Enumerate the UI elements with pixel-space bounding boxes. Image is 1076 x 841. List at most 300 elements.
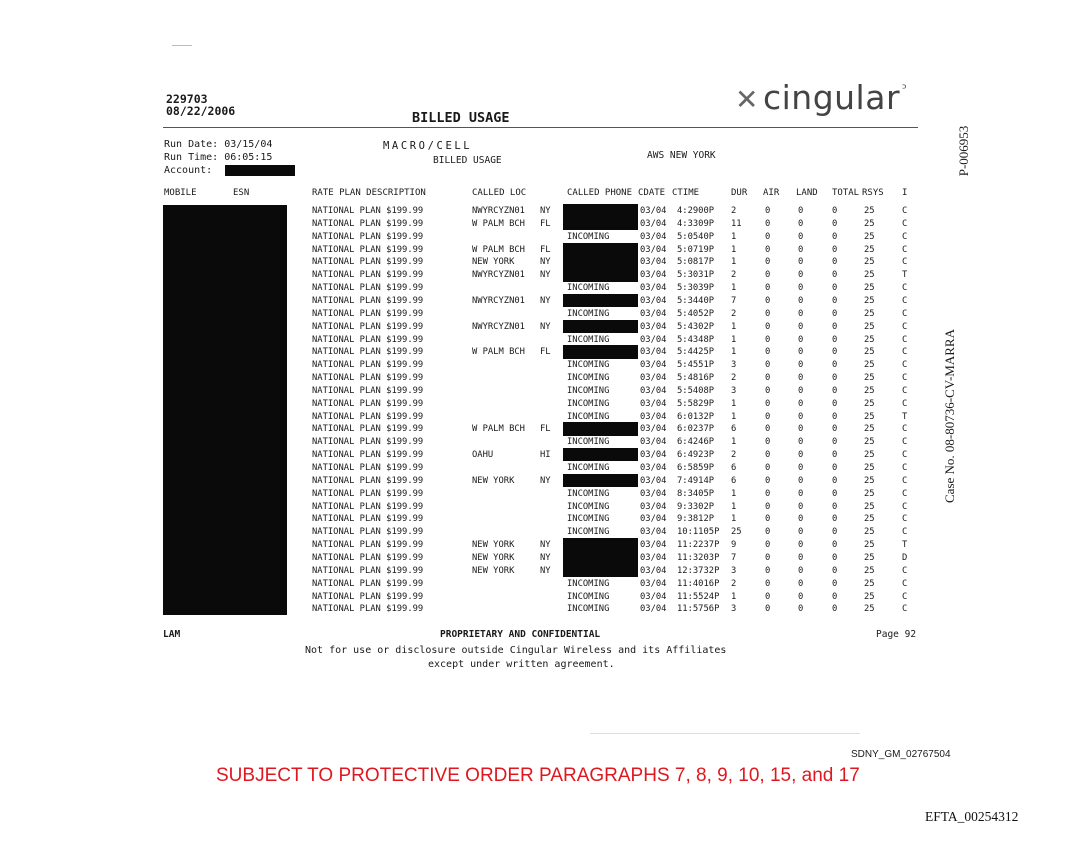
cell-ctime: 5:5829P <box>677 398 715 409</box>
cell-rsys: 25 <box>864 360 875 371</box>
cell-called-phone: INCOMING <box>567 308 610 319</box>
doc-date: 08/22/2006 <box>166 104 236 118</box>
cell-ctime: 5:4816P <box>677 373 715 384</box>
cell-cdate: 03/04 <box>640 295 667 306</box>
cell-ctime: 6:4923P <box>677 450 715 461</box>
called-phone-redaction <box>563 345 638 358</box>
cell-called-phone: INCOMING <box>567 398 610 409</box>
cell-cdate: 03/04 <box>640 514 667 525</box>
cell-indicator: C <box>902 450 908 461</box>
cell-indicator: C <box>902 218 908 229</box>
cell-total: 0 <box>832 463 838 473</box>
cell-ctime: 8:3405P <box>677 488 715 499</box>
cingular-x-icon: ✕ <box>735 83 759 116</box>
cell-rsys: 25 <box>864 424 875 435</box>
proprietary-notice: PROPRIETARY AND CONFIDENTIAL <box>440 629 601 640</box>
called-phone-redaction <box>563 564 638 577</box>
cell-air: 0 <box>765 437 771 448</box>
cell-rsys: 25 <box>864 218 875 229</box>
cell-cdate: 03/04 <box>640 463 667 473</box>
cell-cdate: 03/04 <box>640 591 667 602</box>
called-phone-redaction <box>563 255 638 268</box>
table-row <box>0 269 1076 281</box>
cell-land: 0 <box>798 501 804 512</box>
col-mobile: MOBILE <box>164 188 197 198</box>
cell-cdate: 03/04 <box>640 308 667 319</box>
cell-rate-plan: NATIONAL PLAN $199.99 <box>312 475 424 486</box>
cell-indicator: C <box>902 527 908 538</box>
cell-rsys: 25 <box>864 347 875 358</box>
cell-cdate: 03/04 <box>640 398 667 409</box>
cell-rsys: 25 <box>864 578 875 589</box>
cell-called-loc: NEW YORK <box>472 257 515 268</box>
cell-cdate: 03/04 <box>640 244 667 255</box>
footer-code: LAM <box>163 629 181 640</box>
cell-land: 0 <box>798 424 804 435</box>
cell-total: 0 <box>832 450 838 461</box>
cell-air: 0 <box>765 591 771 602</box>
cell-called-loc: NEW YORK <box>472 552 515 563</box>
bates-number: SDNY_GM_02767504 <box>851 749 951 760</box>
cell-called-phone: INCOMING <box>567 360 610 371</box>
cell-called-loc: NWYRCYZN01 <box>472 206 525 216</box>
cell-ctime: 12:3732P <box>677 565 720 576</box>
cell-indicator: C <box>902 514 908 525</box>
cell-total: 0 <box>832 270 838 281</box>
cell-indicator: C <box>902 463 908 473</box>
cell-rsys: 25 <box>864 552 875 563</box>
cell-air: 0 <box>765 283 771 294</box>
cell-rsys: 25 <box>864 257 875 268</box>
exhibit-stamp: P-006953 <box>956 125 971 177</box>
cell-land: 0 <box>798 334 804 345</box>
run-date: Run Date: 03/15/04 <box>164 139 273 150</box>
cell-indicator: C <box>902 398 908 409</box>
cell-total: 0 <box>832 385 838 396</box>
cell-land: 0 <box>798 218 804 229</box>
cell-state: FL <box>540 244 551 255</box>
table-row <box>0 591 1076 603</box>
table-row <box>0 526 1076 538</box>
table-row <box>0 552 1076 564</box>
cell-rate-plan: NATIONAL PLAN $199.99 <box>312 373 424 384</box>
cell-dur: 1 <box>731 283 737 294</box>
cell-rsys: 25 <box>864 475 875 486</box>
cell-air: 0 <box>765 552 771 563</box>
cell-air: 0 <box>765 347 771 358</box>
page-title: BILLED USAGE <box>412 110 510 126</box>
cell-state: FL <box>540 347 551 358</box>
cell-rate-plan: NATIONAL PLAN $199.99 <box>312 552 424 563</box>
cell-state: FL <box>540 424 551 435</box>
called-phone-redaction <box>563 320 638 333</box>
cell-rsys: 25 <box>864 334 875 345</box>
cell-air: 0 <box>765 604 771 615</box>
cell-land: 0 <box>798 488 804 499</box>
col-air: AIR <box>763 188 780 198</box>
cell-dur: 2 <box>731 373 737 384</box>
cell-rate-plan: NATIONAL PLAN $199.99 <box>312 591 424 602</box>
cell-cdate: 03/04 <box>640 578 667 589</box>
cell-air: 0 <box>765 308 771 319</box>
cell-indicator: C <box>902 424 908 435</box>
cell-rate-plan: NATIONAL PLAN $199.99 <box>312 385 424 396</box>
cell-dur: 3 <box>731 604 737 615</box>
cell-land: 0 <box>798 450 804 461</box>
table-row <box>0 205 1076 217</box>
table-row <box>0 359 1076 371</box>
col-i: I <box>902 188 908 198</box>
cell-rsys: 25 <box>864 206 875 216</box>
cell-state: HI <box>540 450 551 461</box>
cell-ctime: 10:1105P <box>677 527 720 538</box>
cell-total: 0 <box>832 308 838 319</box>
cell-rate-plan: NATIONAL PLAN $199.99 <box>312 527 424 538</box>
cell-cdate: 03/04 <box>640 450 667 461</box>
cell-air: 0 <box>765 270 771 281</box>
cell-cdate: 03/04 <box>640 604 667 615</box>
cell-cdate: 03/04 <box>640 218 667 229</box>
cell-called-loc: W PALM BCH <box>472 244 525 255</box>
cell-rsys: 25 <box>864 437 875 448</box>
cell-cdate: 03/04 <box>640 565 667 576</box>
called-phone-redaction <box>563 204 638 217</box>
page-number: Page 92 <box>876 629 917 640</box>
cell-indicator: C <box>902 360 908 371</box>
cell-called-phone: INCOMING <box>567 578 610 589</box>
cell-rate-plan: NATIONAL PLAN $199.99 <box>312 206 424 216</box>
table-row <box>0 462 1076 474</box>
cell-land: 0 <box>798 308 804 319</box>
cell-dur: 2 <box>731 308 737 319</box>
cell-indicator: C <box>902 565 908 576</box>
cell-rsys: 25 <box>864 565 875 576</box>
cell-total: 0 <box>832 244 838 255</box>
cell-cdate: 03/04 <box>640 270 667 281</box>
protective-order-notice: SUBJECT TO PROTECTIVE ORDER PARAGRAPHS 7, 8, 9, 10, 15, and 17 <box>216 765 860 786</box>
table-row <box>0 565 1076 577</box>
cell-ctime: 11:5524P <box>677 591 720 602</box>
cell-indicator: C <box>902 283 908 294</box>
cell-indicator: T <box>902 411 908 422</box>
cell-called-phone: INCOMING <box>567 283 610 294</box>
cell-air: 0 <box>765 295 771 306</box>
cell-rsys: 25 <box>864 540 875 551</box>
cell-rsys: 25 <box>864 604 875 615</box>
cell-air: 0 <box>765 463 771 473</box>
cell-land: 0 <box>798 206 804 216</box>
cell-dur: 1 <box>731 437 737 448</box>
cell-dur: 7 <box>731 552 737 563</box>
scan-mark <box>590 733 860 734</box>
cell-called-phone: INCOMING <box>567 514 610 525</box>
table-row <box>0 385 1076 397</box>
cell-dur: 1 <box>731 334 737 345</box>
cell-air: 0 <box>765 244 771 255</box>
cell-dur: 11 <box>731 218 742 229</box>
table-row <box>0 398 1076 410</box>
cell-air: 0 <box>765 565 771 576</box>
cell-ctime: 6:4246P <box>677 437 715 448</box>
cell-dur: 25 <box>731 527 742 538</box>
cell-rsys: 25 <box>864 591 875 602</box>
cell-rate-plan: NATIONAL PLAN $199.99 <box>312 308 424 319</box>
cell-rsys: 25 <box>864 527 875 538</box>
called-phone-redaction <box>563 268 638 281</box>
cingular-logo <box>735 78 907 117</box>
cell-called-loc: NWYRCYZN01 <box>472 270 525 281</box>
cell-air: 0 <box>765 424 771 435</box>
cell-land: 0 <box>798 475 804 486</box>
cell-indicator: C <box>902 578 908 589</box>
cell-total: 0 <box>832 257 838 268</box>
cell-dur: 2 <box>731 578 737 589</box>
cell-state: NY <box>540 552 551 563</box>
cell-called-loc: W PALM BCH <box>472 347 525 358</box>
cell-air: 0 <box>765 450 771 461</box>
cell-rate-plan: NATIONAL PLAN $199.99 <box>312 283 424 294</box>
cell-cdate: 03/04 <box>640 373 667 384</box>
cell-cdate: 03/04 <box>640 334 667 345</box>
cell-dur: 1 <box>731 411 737 422</box>
cell-land: 0 <box>798 283 804 294</box>
cell-cdate: 03/04 <box>640 206 667 216</box>
cell-indicator: C <box>902 347 908 358</box>
table-row <box>0 282 1076 294</box>
cell-air: 0 <box>765 501 771 512</box>
document-header-number <box>166 93 235 117</box>
cell-rsys: 25 <box>864 488 875 499</box>
cell-dur: 2 <box>731 270 737 281</box>
table-row <box>0 513 1076 525</box>
table-row <box>0 372 1076 384</box>
cell-indicator: C <box>902 385 908 396</box>
cell-rsys: 25 <box>864 270 875 281</box>
cell-land: 0 <box>798 604 804 615</box>
cell-indicator: C <box>902 591 908 602</box>
cell-indicator: C <box>902 475 908 486</box>
efta-number: EFTA_00254312 <box>925 809 1019 824</box>
cell-ctime: 11:5756P <box>677 604 720 615</box>
cell-indicator: C <box>902 295 908 306</box>
cell-ctime: 5:4052P <box>677 308 715 319</box>
cell-ctime: 5:0540P <box>677 231 715 242</box>
cell-ctime: 5:4348P <box>677 334 715 345</box>
cell-ctime: 9:3302P <box>677 501 715 512</box>
cell-cdate: 03/04 <box>640 501 667 512</box>
cell-called-phone: INCOMING <box>567 373 610 384</box>
cell-rate-plan: NATIONAL PLAN $199.99 <box>312 360 424 371</box>
cell-air: 0 <box>765 218 771 229</box>
cell-ctime: 5:4425P <box>677 347 715 358</box>
cell-cdate: 03/04 <box>640 360 667 371</box>
cell-state: NY <box>540 321 551 332</box>
table-row <box>0 244 1076 256</box>
disclosure-line-2: except under written agreement. <box>428 659 615 670</box>
cell-rate-plan: NATIONAL PLAN $199.99 <box>312 424 424 435</box>
cell-called-phone: INCOMING <box>567 437 610 448</box>
called-phone-redaction <box>563 474 638 487</box>
cell-land: 0 <box>798 578 804 589</box>
col-dur: DUR <box>731 188 748 198</box>
table-row <box>0 256 1076 268</box>
cell-cdate: 03/04 <box>640 488 667 499</box>
cell-air: 0 <box>765 334 771 345</box>
scan-mark <box>172 45 192 46</box>
cell-total: 0 <box>832 488 838 499</box>
cell-dur: 1 <box>731 591 737 602</box>
cell-state: NY <box>540 206 551 216</box>
cell-air: 0 <box>765 540 771 551</box>
cell-called-loc: NEW YORK <box>472 565 515 576</box>
cell-rate-plan: NATIONAL PLAN $199.99 <box>312 334 424 345</box>
cell-ctime: 4:3309P <box>677 218 715 229</box>
cell-cdate: 03/04 <box>640 321 667 332</box>
cell-called-phone: INCOMING <box>567 591 610 602</box>
cell-rate-plan: NATIONAL PLAN $199.99 <box>312 398 424 409</box>
cell-total: 0 <box>832 398 838 409</box>
cell-rsys: 25 <box>864 308 875 319</box>
cell-dur: 1 <box>731 321 737 332</box>
cell-total: 0 <box>832 437 838 448</box>
cell-dur: 1 <box>731 244 737 255</box>
cell-ctime: 5:3440P <box>677 295 715 306</box>
cell-total: 0 <box>832 231 838 242</box>
cell-ctime: 5:0817P <box>677 257 715 268</box>
cell-ctime: 5:5408P <box>677 385 715 396</box>
cell-cdate: 03/04 <box>640 552 667 563</box>
cell-land: 0 <box>798 347 804 358</box>
cell-ctime: 6:0132P <box>677 411 715 422</box>
cell-total: 0 <box>832 334 838 345</box>
cell-air: 0 <box>765 373 771 384</box>
cell-cdate: 03/04 <box>640 475 667 486</box>
cell-called-loc: NEW YORK <box>472 475 515 486</box>
cell-land: 0 <box>798 463 804 473</box>
cell-land: 0 <box>798 514 804 525</box>
table-row <box>0 231 1076 243</box>
cell-total: 0 <box>832 218 838 229</box>
cell-air: 0 <box>765 257 771 268</box>
cell-air: 0 <box>765 385 771 396</box>
cell-air: 0 <box>765 231 771 242</box>
cell-dur: 6 <box>731 463 737 473</box>
cell-cdate: 03/04 <box>640 283 667 294</box>
cell-land: 0 <box>798 540 804 551</box>
cell-dur: 6 <box>731 424 737 435</box>
cell-land: 0 <box>798 360 804 371</box>
cell-state: NY <box>540 295 551 306</box>
table-row <box>0 436 1076 448</box>
cell-land: 0 <box>798 527 804 538</box>
cell-rate-plan: NATIONAL PLAN $199.99 <box>312 244 424 255</box>
table-row <box>0 578 1076 590</box>
cell-land: 0 <box>798 565 804 576</box>
called-phone-redaction <box>563 551 638 564</box>
cell-dur: 2 <box>731 450 737 461</box>
cell-ctime: 6:5859P <box>677 463 715 473</box>
cell-ctime: 11:3203P <box>677 552 720 563</box>
cell-land: 0 <box>798 373 804 384</box>
cell-land: 0 <box>798 244 804 255</box>
cell-total: 0 <box>832 321 838 332</box>
cell-ctime: 6:0237P <box>677 424 715 435</box>
called-phone-redaction <box>563 217 638 230</box>
cell-indicator: C <box>902 308 908 319</box>
cell-total: 0 <box>832 373 838 384</box>
cell-cdate: 03/04 <box>640 347 667 358</box>
cell-dur: 7 <box>731 295 737 306</box>
table-row <box>0 334 1076 346</box>
cell-rate-plan: NATIONAL PLAN $199.99 <box>312 514 424 525</box>
cell-rsys: 25 <box>864 450 875 461</box>
cell-rate-plan: NATIONAL PLAN $199.99 <box>312 501 424 512</box>
cell-cdate: 03/04 <box>640 385 667 396</box>
cell-ctime: 5:4551P <box>677 360 715 371</box>
cell-state: FL <box>540 218 551 229</box>
cell-land: 0 <box>798 398 804 409</box>
cell-ctime: 5:3031P <box>677 270 715 281</box>
cell-rsys: 25 <box>864 501 875 512</box>
col-called-phone: CALLED PHONE <box>567 188 633 198</box>
cell-rsys: 25 <box>864 463 875 473</box>
cell-dur: 1 <box>731 347 737 358</box>
cell-land: 0 <box>798 295 804 306</box>
cell-state: NY <box>540 270 551 281</box>
cell-rsys: 25 <box>864 244 875 255</box>
run-time: Run Time: 06:05:15 <box>164 152 273 163</box>
cell-rsys: 25 <box>864 373 875 384</box>
cell-rate-plan: NATIONAL PLAN $199.99 <box>312 437 424 448</box>
cell-air: 0 <box>765 475 771 486</box>
cell-air: 0 <box>765 206 771 216</box>
table-row <box>0 346 1076 358</box>
cell-dur: 1 <box>731 257 737 268</box>
cell-cdate: 03/04 <box>640 231 667 242</box>
cell-dur: 1 <box>731 231 737 242</box>
cell-air: 0 <box>765 411 771 422</box>
cell-rsys: 25 <box>864 321 875 332</box>
doc-number: 229703 <box>166 92 208 106</box>
cell-ctime: 7:4914P <box>677 475 715 486</box>
cell-total: 0 <box>832 501 838 512</box>
cell-cdate: 03/04 <box>640 437 667 448</box>
cell-state: NY <box>540 565 551 576</box>
cell-rsys: 25 <box>864 385 875 396</box>
cell-total: 0 <box>832 475 838 486</box>
cell-dur: 2 <box>731 206 737 216</box>
cell-cdate: 03/04 <box>640 527 667 538</box>
table-row <box>0 449 1076 461</box>
cell-rate-plan: NATIONAL PLAN $199.99 <box>312 578 424 589</box>
cell-total: 0 <box>832 347 838 358</box>
cell-state: NY <box>540 540 551 551</box>
cell-dur: 1 <box>731 398 737 409</box>
table-row <box>0 321 1076 333</box>
cell-rate-plan: NATIONAL PLAN $199.99 <box>312 321 424 332</box>
account-redaction <box>225 165 295 176</box>
cell-rate-plan: NATIONAL PLAN $199.99 <box>312 295 424 306</box>
cell-land: 0 <box>798 270 804 281</box>
cell-rate-plan: NATIONAL PLAN $199.99 <box>312 463 424 473</box>
table-row <box>0 475 1076 487</box>
cell-called-phone: INCOMING <box>567 501 610 512</box>
cell-called-loc: NWYRCYZN01 <box>472 295 525 306</box>
cell-called-loc: OAHU <box>472 450 494 461</box>
table-row <box>0 539 1076 551</box>
col-land: LAND <box>796 188 818 198</box>
cell-total: 0 <box>832 578 838 589</box>
